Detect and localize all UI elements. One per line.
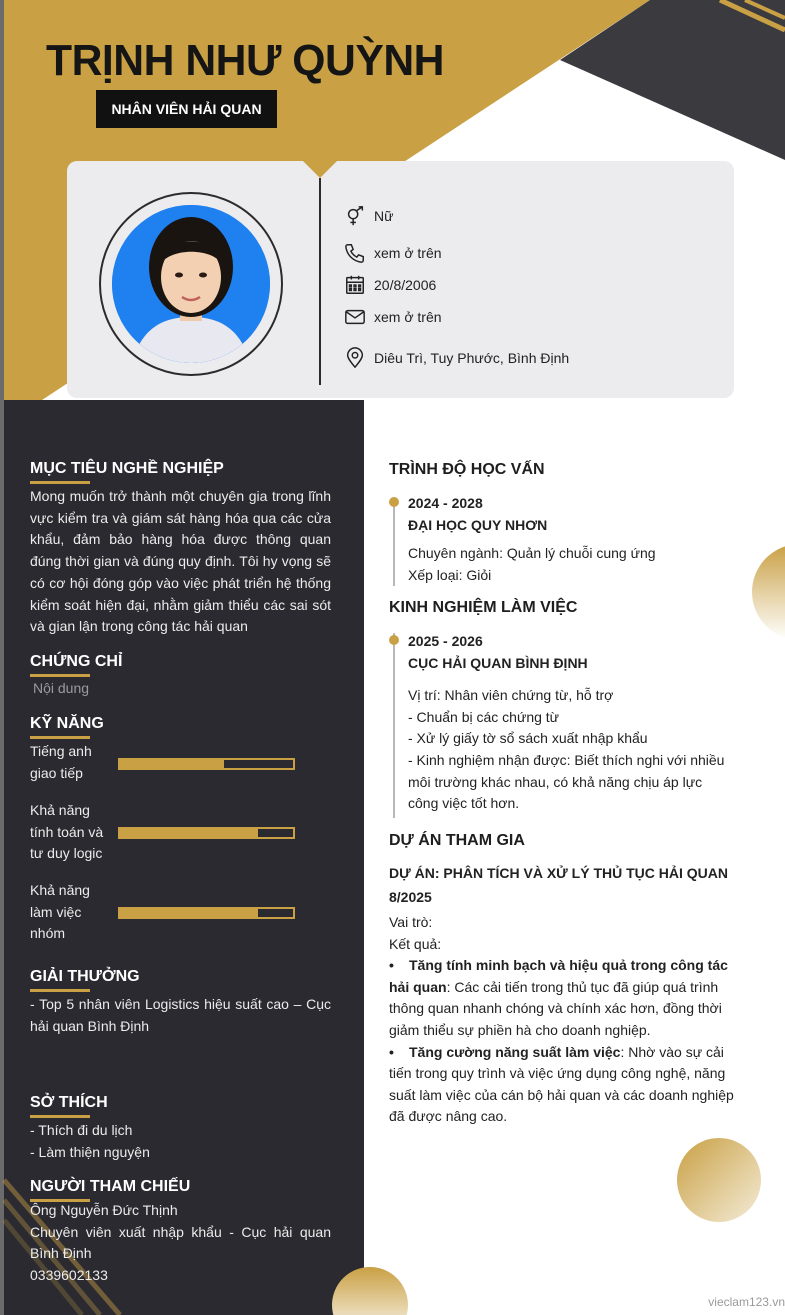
- dob-row: [344, 274, 436, 296]
- education-rank: Xếp loại: Giỏi: [408, 566, 492, 583]
- calendar-icon: [344, 274, 366, 296]
- phone-row: [344, 242, 442, 264]
- project-result: Kết quả:: [389, 935, 442, 952]
- address-row: [344, 347, 569, 369]
- reference-section: [30, 1178, 331, 1287]
- hobby-item: - Làm thiện nguyện: [30, 1143, 150, 1160]
- awards-text: - Top 5 nhân viên Logistics hiệu suất cao – Cục hải quan Bình Định: [30, 996, 331, 1034]
- result-detail: : Các cải tiến trong thủ tục đã giúp quá trình thông quan nhanh chóng và chính xác hơn, đồng thời giảm thiểu sự phiền hà cho doanh nghiệp.: [389, 978, 722, 1038]
- experience-line: - Chuẩn bị các chứng từ: [408, 708, 560, 725]
- avatar: [112, 205, 270, 363]
- address-value: Diêu Trì, Tuy Phước, Bình Định: [374, 350, 570, 366]
- project-name: DỰ ÁN: PHÂN TÍCH VÀ XỬ LÝ THỦ TỤC HẢI QUAN 8/2025: [389, 865, 729, 905]
- dob-value: 20/8/2006: [374, 277, 437, 293]
- education-timeline-dot: [389, 497, 399, 507]
- education-timeline-line: [393, 498, 395, 586]
- education-title: TRÌNH ĐỘ HỌC VẤN: [389, 461, 545, 478]
- card-divider: [319, 178, 321, 385]
- hobby-item: - Thích đi du lịch: [30, 1122, 133, 1138]
- certificates-content: Nội dung: [33, 680, 90, 696]
- skills-title: KỸ NĂNG: [30, 715, 104, 732]
- list-item: [389, 1042, 734, 1128]
- email-icon: [344, 306, 366, 328]
- certificates-title: CHỨNG CHỈ: [30, 653, 123, 670]
- awards-title: GIẢI THƯỞNG: [30, 968, 140, 985]
- experience-line: - Xử lý giấy tờ sổ sách xuất nhập khẩu: [408, 730, 648, 747]
- phone-icon: [344, 242, 366, 264]
- education-period: 2024 - 2028: [408, 495, 483, 511]
- certificates-underline: [30, 674, 90, 677]
- experience-entry: [408, 631, 734, 815]
- result-highlight: Tăng cường năng suất làm việc: [409, 1043, 621, 1060]
- skill-bar: [118, 907, 295, 919]
- email-value: xem ở trên: [374, 309, 442, 325]
- awards-section: [30, 968, 331, 1037]
- phone-value: xem ở trên: [374, 245, 442, 261]
- avatar-portrait: [112, 205, 270, 363]
- reference-position: Chuyên viên xuất nhập khẩu - Cục hải quan Bình Định: [30, 1223, 331, 1262]
- projects-title: DỰ ÁN THAM GIA: [389, 832, 525, 849]
- skill-bar-fill: [120, 760, 224, 768]
- reference-title: NGƯỜI THAM CHIẾU: [30, 1178, 191, 1195]
- education-entry: [408, 493, 738, 586]
- skill-bar: [118, 758, 295, 770]
- hobbies-section: [30, 1094, 331, 1163]
- skill-label: Tiếng anh giao tiếp: [30, 743, 92, 781]
- objective-section: [30, 460, 331, 638]
- skill-label: Khả năng làm việc nhóm: [30, 882, 90, 941]
- candidate-name: TRỊNH NHƯ QUỲNH: [46, 36, 445, 85]
- location-pin-icon: [344, 347, 366, 369]
- result-detail: : Nhờ vào sự cải tiến trong quy trình và việc ứng dụng công nghệ, năng suất làm việc của cán bộ hải quan và các doanh nghiệp đã được nâng cao.: [389, 1043, 734, 1125]
- hobbies-title: SỞ THÍCH: [30, 1094, 108, 1111]
- gender-value: Nữ: [374, 208, 394, 224]
- education-major: Chuyên ngành: Quản lý chuỗi cung ứng: [408, 545, 656, 562]
- card-notch: [303, 161, 337, 178]
- skills-title-block: [30, 715, 331, 739]
- project-results-list: [389, 955, 734, 1128]
- experience-period: 2025 - 2026: [408, 633, 483, 649]
- skill-bar-fill: [120, 909, 258, 917]
- experience-timeline-dot: [389, 635, 399, 645]
- result-highlight: Tăng tính minh bạch và hiệu quả trong công tác hải quan: [389, 957, 728, 995]
- project-role: Vai trò:: [389, 914, 433, 930]
- hobbies-underline: [30, 1115, 90, 1118]
- list-item: [389, 955, 734, 1041]
- skills-underline: [30, 736, 90, 739]
- skill-bar-fill: [120, 829, 258, 837]
- experience-title: KINH NGHIỆM LÀM VIỆC: [389, 599, 578, 616]
- awards-underline: [30, 989, 90, 992]
- certificates-section: [30, 653, 331, 696]
- skill-label: Khả năng tính toán và tư duy logic: [30, 802, 104, 861]
- gender-row: [344, 205, 393, 227]
- experience-company: CỤC HẢI QUAN BÌNH ĐỊNH: [408, 654, 588, 671]
- objective-title: MỤC TIÊU NGHỀ NGHIỆP: [30, 460, 224, 477]
- objective-text: Mong muốn trở thành một chuyên gia trong lĩnh vực kiểm tra và giám sát hàng hóa qua các cửa khẩu, đảm bảo hàng hóa được thông quan đúng thời gian và đúng quy định. Tôi hy vọng sẽ có cơ hội đóng góp vào việc phát triển hệ thống kiểm soát hiện đại, nhằm giảm thiểu các sai sót và gian lận trong công tác hải quan: [30, 488, 331, 635]
- objective-underline: [30, 481, 90, 484]
- skill-bar: [118, 827, 295, 839]
- reference-phone: 0339602133: [30, 1267, 108, 1284]
- email-row: [344, 306, 442, 328]
- job-title-badge: NHÂN VIÊN HẢI QUAN: [96, 90, 277, 128]
- watermark: vieclam123.vn: [708, 1295, 785, 1309]
- gender-icon: [344, 205, 366, 227]
- project-entry: [389, 862, 734, 1128]
- experience-line: Vị trí: Nhân viên chứng từ, hỗ trợ: [408, 687, 614, 704]
- education-school: ĐẠI HỌC QUY NHƠN: [408, 516, 548, 533]
- experience-line: - Kinh nghiệm nhận được: Biết thích nghi với nhiều môi trường khác nhau, có khả năng chịu áp lực công việc tốt hơn.: [408, 751, 725, 812]
- experience-timeline-line: [393, 633, 395, 818]
- reference-name: Ông Nguyễn Đức Thịnh: [30, 1202, 178, 1218]
